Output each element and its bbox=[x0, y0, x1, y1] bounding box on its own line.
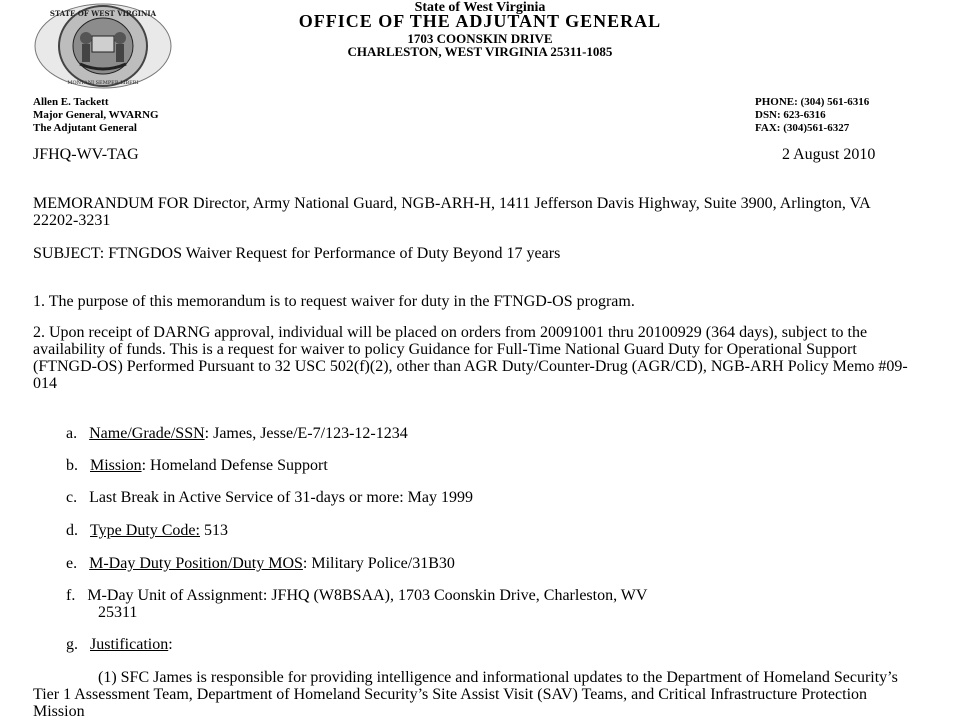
seal-text-bottom: MONTANI SEMPER LIBERI bbox=[67, 80, 139, 86]
item-d-letter: d. bbox=[66, 522, 78, 539]
letterhead-office: OFFICE OF THE ADJUTANT GENERAL bbox=[298, 11, 662, 31]
item-b-letter: b. bbox=[66, 457, 78, 474]
item-c bbox=[66, 489, 473, 507]
item-g-letter: g. bbox=[66, 636, 78, 653]
item-e-letter: e. bbox=[66, 555, 78, 572]
item-d-label: Type Duty Code: bbox=[90, 522, 200, 539]
paragraph-1: 1. The purpose of this memorandum is to request waiver for duty in the FTNGD-OS program. bbox=[33, 293, 635, 310]
office-symbol: JFHQ-WV-TAG bbox=[33, 146, 139, 163]
letterhead-street: 1703 COONSKIN DRIVE bbox=[407, 31, 553, 46]
memo-date: 2 August 2010 bbox=[782, 146, 876, 163]
item-e bbox=[66, 555, 455, 573]
item-f-line2: 25311 bbox=[98, 604, 138, 621]
justification-1: (1) SFC James is responsible for providing intelligence and informational updates to the Department of Homeland Security’s Tier 1 Assessment Team, Department of Homeland Security’s Site Assist Visit (SAV) Teams, and Critical Infrastructure Protection Mission bbox=[33, 669, 898, 720]
item-b-label: Mission bbox=[90, 457, 142, 474]
memo-subject: SUBJECT: FTNGDOS Waiver Request for Performance of Duty Beyond 17 years bbox=[33, 245, 561, 262]
item-g-label: Justification bbox=[90, 636, 169, 653]
paragraph-2: 2. Upon receipt of DARNG approval, individual will be placed on orders from 20091001 thru 20100929 (364 days), subject to the availability of funds. This is a request for waiver to policy Guidance for Full-Time National Guard Duty for Operational Support (FTNGD-OS) Performed Pursuant to 32 USC 502(f)(2), other than AGR Duty/Counter-Drug (AGR/CD), NGB-ARH Policy Memo #09-014 bbox=[33, 324, 908, 392]
item-g-value: : bbox=[168, 636, 173, 653]
item-b-value: : Homeland Defense Support bbox=[141, 457, 328, 474]
item-e-label: M-Day Duty Position/Duty MOS bbox=[89, 555, 303, 572]
item-a-letter: a. bbox=[66, 425, 78, 442]
item-a-value: : James, Jesse/E-7/123-12-1234 bbox=[204, 425, 408, 442]
signatory-rank: Major General, WVARNG bbox=[33, 109, 159, 121]
contact-block bbox=[755, 96, 869, 135]
item-d-value: 513 bbox=[199, 522, 228, 539]
item-c-text: Last Break in Active Service of 31-days or more: May 1999 bbox=[89, 489, 474, 506]
contact-fax: FAX: (304)561-6327 bbox=[755, 122, 850, 134]
signatory-title: The Adjutant General bbox=[33, 122, 137, 134]
letterhead-state: State of West Virginia bbox=[414, 0, 546, 15]
letterhead-city: CHARLESTON, WEST VIRGINIA 25311-1085 bbox=[347, 44, 613, 59]
memo-for: MEMORANDUM FOR Director, Army National Guard, NGB-ARH-H, 1411 Jefferson Davis Highway, Suite 3900, Arlington, VA 22202-3231 bbox=[33, 195, 870, 229]
signatory-name: Allen E. Tackett bbox=[33, 96, 109, 108]
contact-dsn: DSN: 623-6316 bbox=[755, 109, 826, 121]
item-b bbox=[66, 457, 328, 475]
item-f-letter: f. bbox=[66, 587, 76, 604]
item-e-value: : Military Police/31B30 bbox=[302, 555, 455, 572]
item-d bbox=[66, 522, 228, 540]
item-f-line1: M-Day Unit of Assignment: JFHQ (W8BSAA), 1703 Coonskin Drive, Charleston, WV bbox=[87, 587, 648, 604]
seal-text-top: STATE OF WEST VIRGINIA bbox=[49, 9, 157, 18]
item-c-letter: c. bbox=[66, 489, 78, 506]
item-g bbox=[66, 636, 173, 654]
item-a-label: Name/Grade/SSN bbox=[89, 425, 205, 442]
signatory-block bbox=[33, 96, 159, 135]
item-f bbox=[66, 587, 647, 605]
item-a bbox=[66, 425, 408, 443]
contact-phone: PHONE: (304) 561-6316 bbox=[755, 96, 870, 108]
